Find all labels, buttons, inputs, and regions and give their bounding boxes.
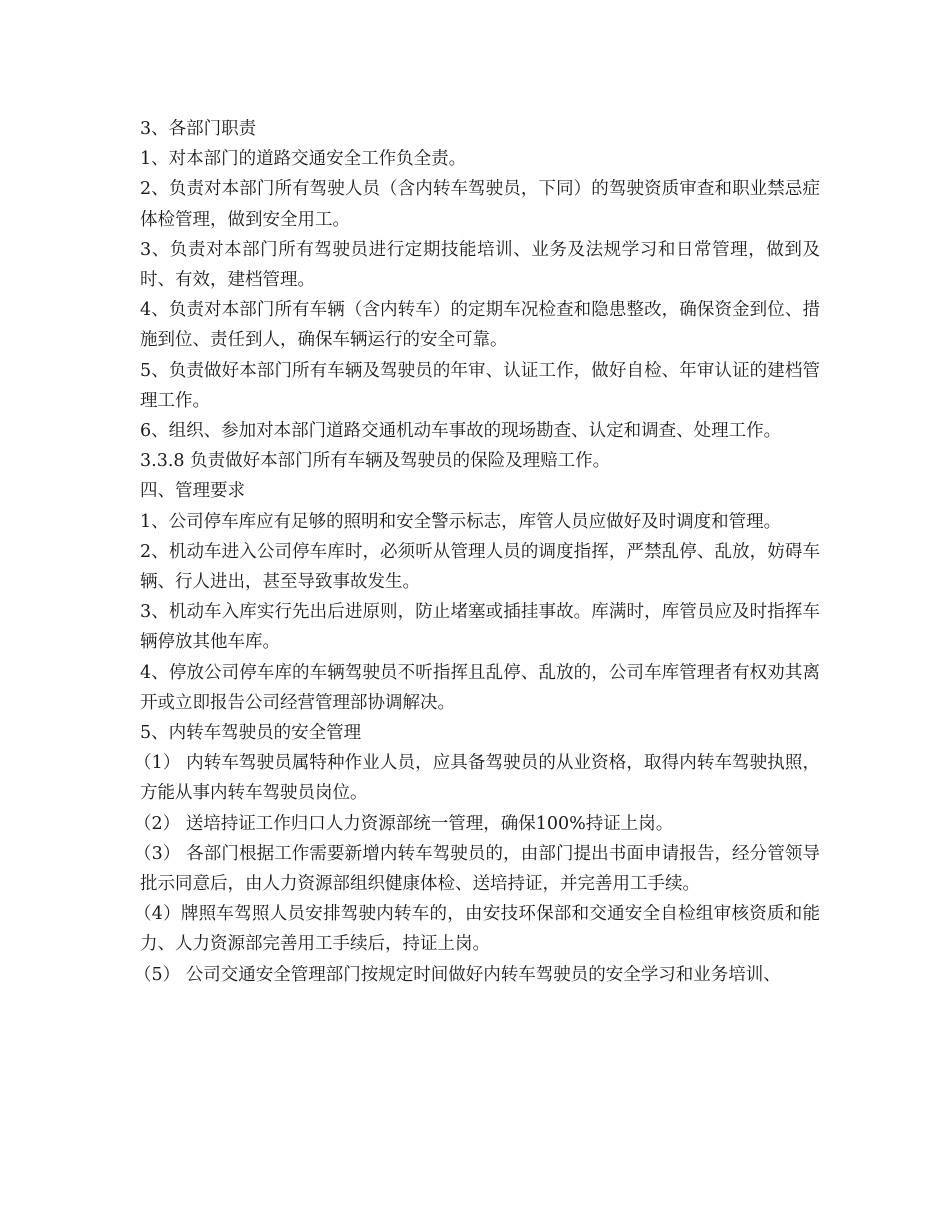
list-item: （2） 送培持证工作归口人力资源部统一管理，确保100%持证上岗。 (134, 813, 674, 834)
paragraph: 3、机动车入库实行先出后进原则，防止堵塞或插挂事故。库满时，库管员应及时指挥车辆停放其他车库。 (140, 602, 820, 653)
subsection-heading-driver-safety: 5、内转车驾驶员的安全管理 (140, 723, 362, 744)
paragraph: 3、负责对本部门所有驾驶员进行定期技能培训、业务及法规学习和日常管理，做到及时、有效，建档管理。 (140, 239, 820, 291)
paragraph: 5、负责做好本部门所有车辆及驾驶员的年审、认证工作，做好自检、年审认证的建档管理工作。 (140, 360, 820, 411)
section-heading-responsibilities: 3、各部门职责 (140, 119, 257, 139)
section-heading-requirements: 四、管理要求 (140, 481, 245, 502)
list-item: （4）牌照车驾照人员安排驾驶内转车的，由安技环保部和交通安全自检组审核资质和能力、人力资源部完善用工手续后，持证上岗。 (134, 904, 820, 955)
paragraph: 1、公司停车库应有足够的照明和安全警示标志，库管人员应做好及时调度和管理。 (140, 511, 782, 532)
paragraph: 2、负责对本部门所有驾驶人员（含内转车驾驶员，下同）的驾驶资质审查和职业禁忌症体检管理，做到安全用工。 (140, 179, 820, 230)
paragraph: 6、组织、参加对本部门道路交通机动车事故的现场勘查、认定和调查、处理工作。 (140, 421, 782, 442)
paragraph: 1、对本部门的道路交通安全工作负全责。 (140, 149, 467, 170)
paragraph: 3.3.8 负责做好本部门所有车辆及驾驶员的保险及理赔工作。 (140, 451, 611, 472)
paragraph: 4、负责对本部门所有车辆（含内转车）的定期车况检查和隐患整改，确保资金到位、措施到位、责任到人，确保车辆运行的安全可靠。 (140, 300, 820, 351)
list-item: （3） 各部门根据工作需要新增内转车驾驶员的，由部门提出书面申请报告，经分管领导批示同意后，由人力资源部组织健康体检、送培持证，并完善用工手续。 (134, 843, 820, 895)
list-item: （1） 内转车驾驶员属特种作业人员，应具备驾驶员的从业资格，取得内转车驾驶执照，方能从事内转车驾驶员岗位。 (134, 753, 820, 804)
paragraph: 2、机动车进入公司停车库时，必须听从管理人员的调度指挥，严禁乱停、乱放，妨碍车辆、行人进出，甚至导致事故发生。 (140, 541, 820, 593)
paragraph: 4、停放公司停车库的车辆驾驶员不听指挥且乱停、乱放的，公司车库管理者有权劝其离开或立即报告公司经营管理部协调解决。 (140, 662, 820, 713)
document-body (134, 114, 820, 990)
list-item: （5） 公司交通安全管理部门按规定时间做好内转车驾驶员的安全学习和业务培训、 (134, 964, 781, 985)
